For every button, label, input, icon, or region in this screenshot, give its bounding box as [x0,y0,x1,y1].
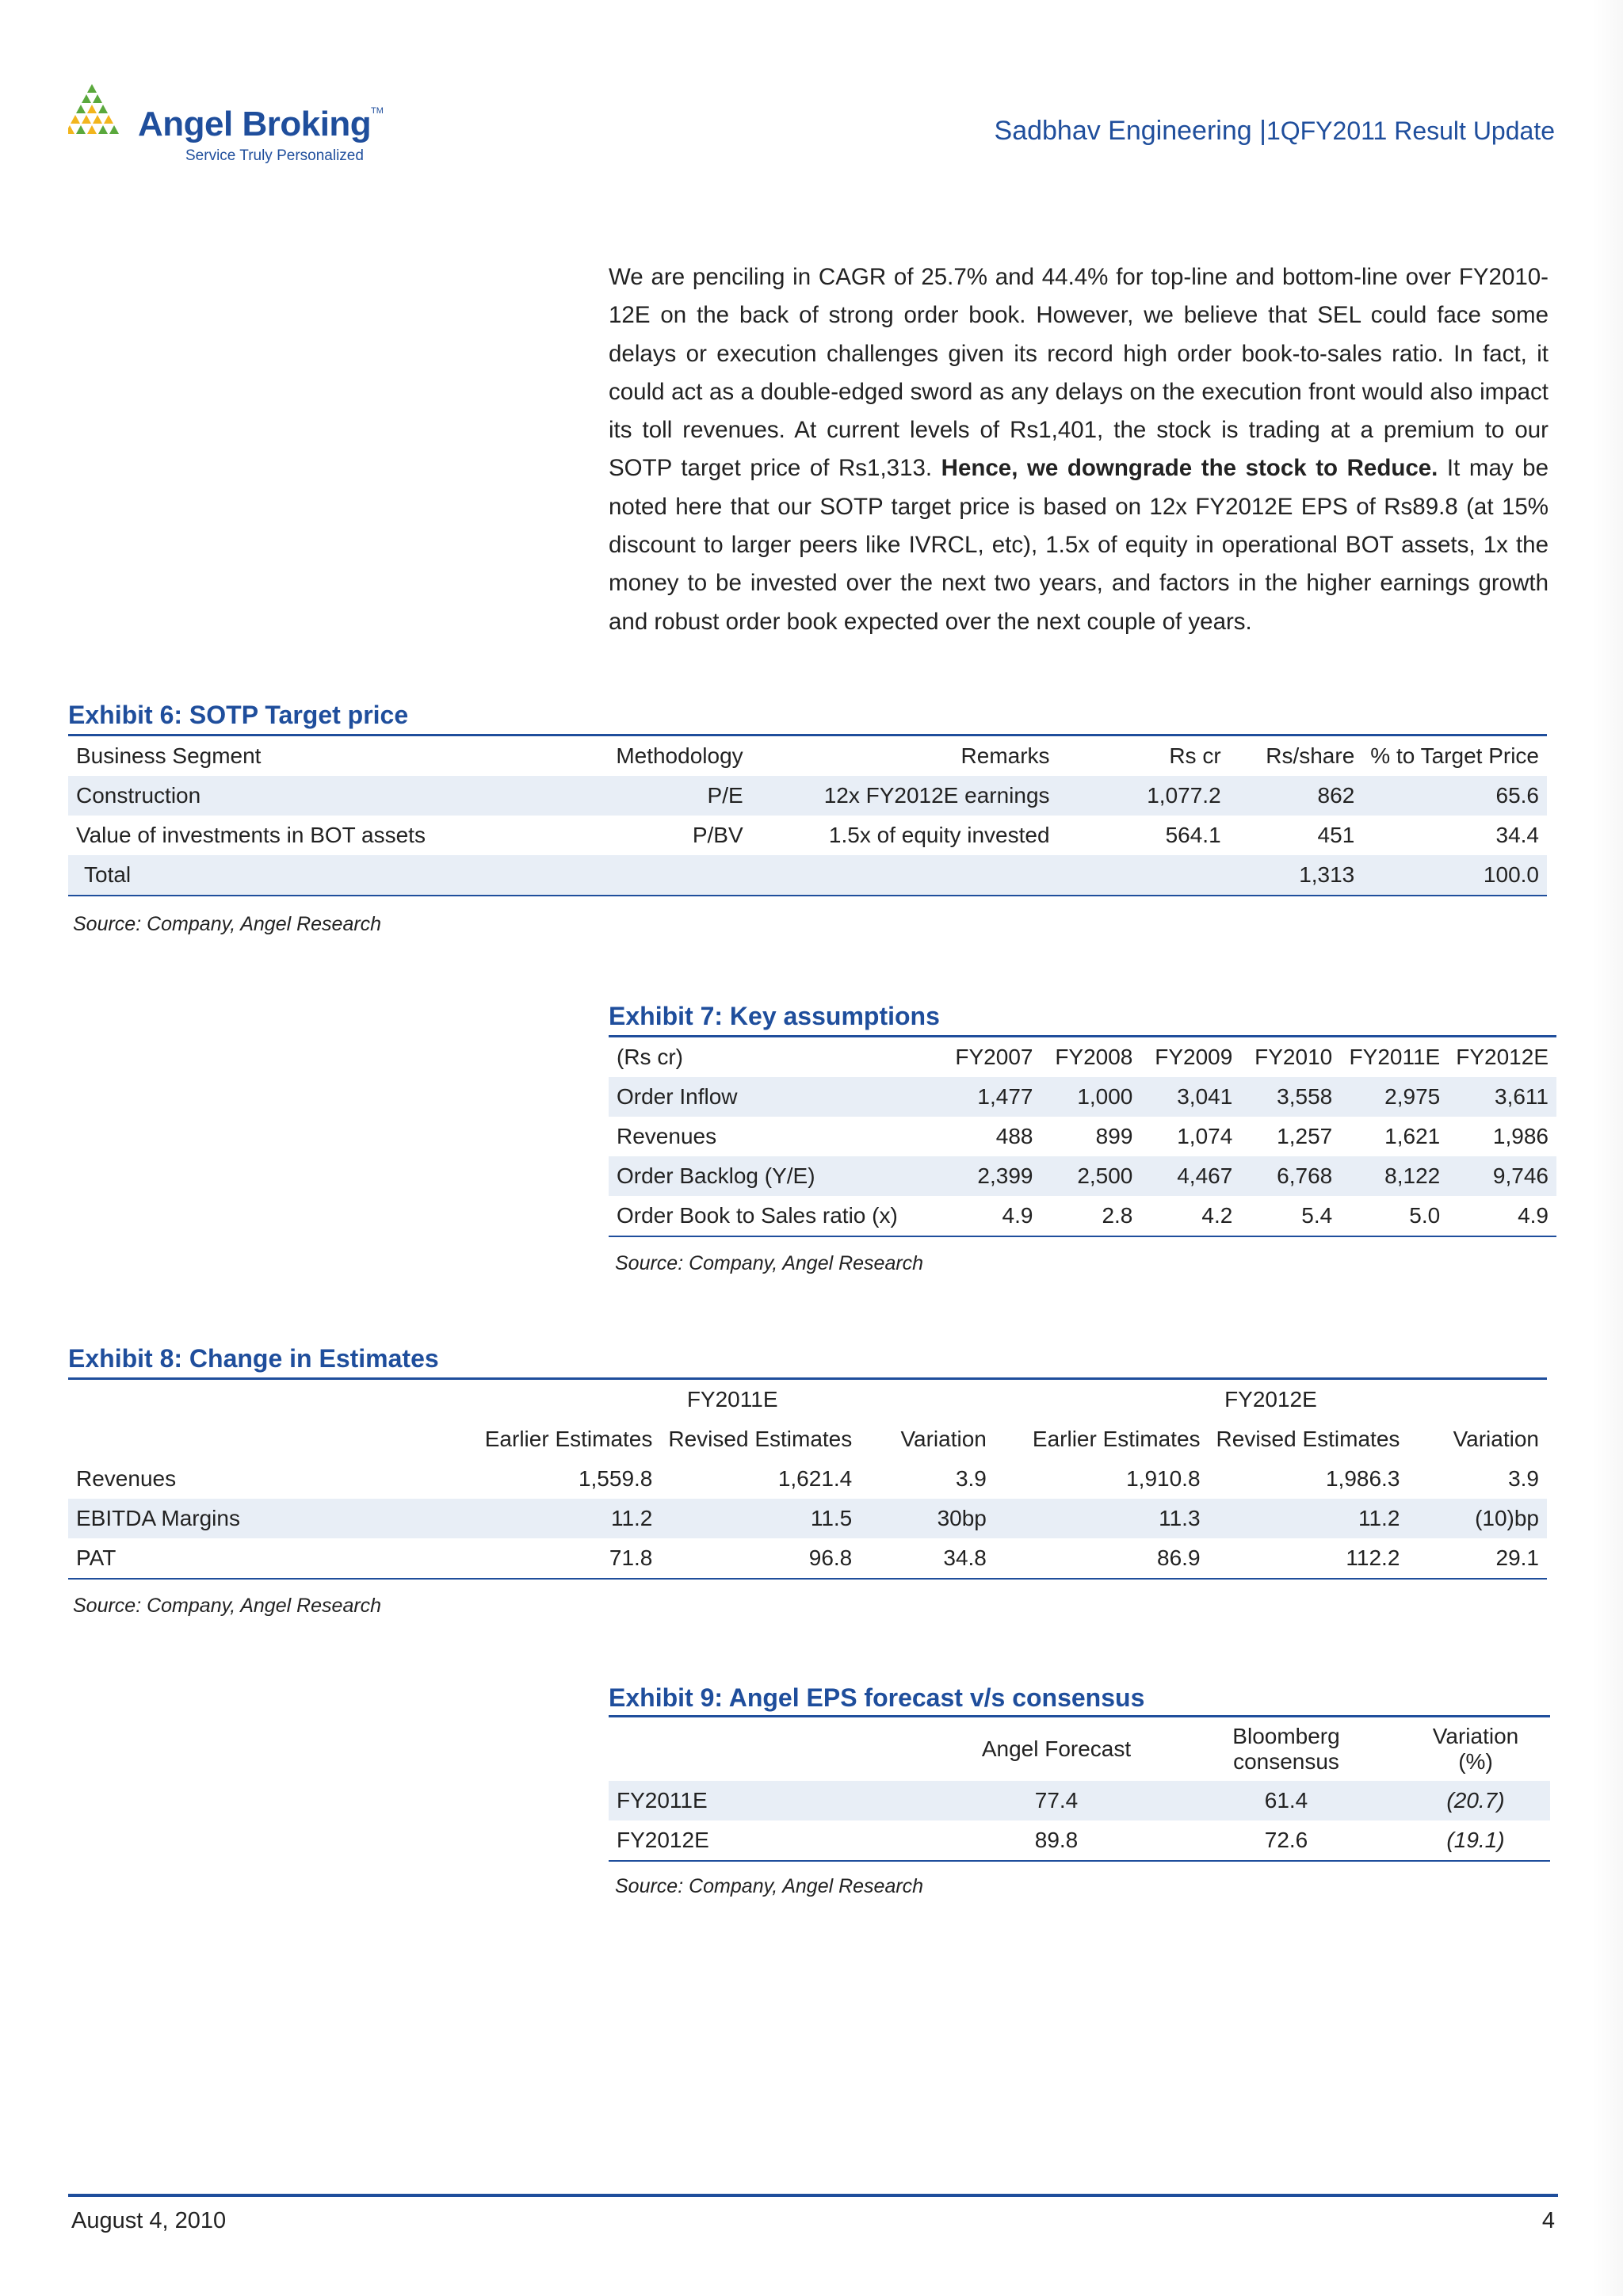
table-row [609,1781,1550,1820]
header-cell: Rs/share [1229,735,1363,777]
table-cell [751,855,1058,896]
table-cell: Revenues [76,1466,177,1491]
header-cell: Bloomberg consensus [1171,1717,1401,1782]
table-cell: 899 [1095,1124,1133,1148]
para-part-1: We are penciling in CAGR of 25.7% and 44.4% for top-line and bottom-line over FY2010-12E on the back of strong order book. However, we believe that SEL could face some delays or execution challenges given its record high order book-to-sales ratio. In fact, it could act as a double-edged sword as any delays on the execution front would also impact its toll revenues. At current levels of Rs1,401, the stock is trading at a premium to our SOTP target price of Rs1,313. [609,264,1549,482]
table-cell: 4.2 [1140,1196,1240,1236]
table-cell: 1,621.4 [777,1466,853,1491]
table-cell: Value of investments in BOT assets [76,823,426,847]
exhibit6-source: Source: Company, Angel Research [73,913,382,935]
table-cell: 4,467 [1140,1156,1240,1196]
table-row [609,1156,1556,1196]
group-header-fy2012e: FY2012E [995,1379,1547,1420]
table-row [68,776,1547,816]
header-cell: Methodology [509,735,750,777]
table-cell: 9,746 [1448,1156,1556,1196]
table-cell: 34.4 [1495,823,1539,847]
header-cell: Variation [1453,1427,1539,1451]
table-cell: 30bp [860,1499,995,1538]
header-cell: FY2012E [1448,1037,1556,1078]
table-cell: (20.7) [1401,1781,1550,1820]
table-cell: EBITDA Margins [68,1499,470,1538]
table-cell: 488 [995,1124,1033,1148]
table-cell: 1,477 [938,1077,1041,1117]
table-cell: 451 [1317,823,1355,847]
header-cell-empty [68,1379,470,1420]
table-cell: (19.1) [1401,1820,1550,1861]
table-cell: 86.9 [995,1538,1209,1579]
table-cell: 3.9 [955,1466,987,1491]
table-cell: 1,986 [1492,1124,1549,1148]
table-cell: 2.8 [1041,1196,1140,1236]
table-header-row [68,735,1547,777]
table-cell: 6,768 [1240,1156,1340,1196]
table-cell: 1,986.3 [1325,1466,1400,1491]
table-cell: 1,313 [1229,855,1363,896]
table-cell: 5.0 [1340,1196,1448,1236]
table-cell: 3,611 [1448,1077,1556,1117]
table-cell: 89.8 [941,1820,1171,1861]
header-cell-empty [68,1419,470,1459]
report-title [995,116,1555,147]
para-part-2: It may be noted here that our SOTP target price is based on 12x FY2012E EPS of Rs89.8 (at 15% discount to larger peers like IVRCL, etc), 1.5x of equity in operational BOT assets, 1x the money to be invested over the next two years, and factors in the higher earnings growth and robust order book expected over the next couple of years. [609,455,1549,635]
table-cell: 112.2 [1209,1538,1408,1579]
table-row [609,1117,1556,1156]
table-cell: 3.9 [1508,1466,1539,1491]
exhibit6-table [68,734,1547,896]
exhibit7-source: Source: Company, Angel Research [615,1252,924,1274]
table-row [609,1077,1556,1117]
header-cell: % to Target Price [1362,735,1547,777]
table-row [68,1499,1547,1538]
exhibit6-title: Exhibit 6: SOTP Target price [68,701,409,729]
table-cell: 1,257 [1277,1124,1333,1148]
table-cell: 4.9 [1448,1196,1556,1236]
table-cell: 1,910.8 [1126,1466,1201,1491]
header-cell: FY2010 [1240,1037,1340,1078]
table-cell: 71.8 [470,1538,660,1579]
exhibit9-source: Source: Company, Angel Research [615,1875,924,1897]
table-row-total [68,855,1547,896]
header-cell: FY2008 [1041,1037,1140,1078]
brand-logo [68,82,401,178]
table-cell: 1,074 [1177,1124,1233,1148]
table-cell: 34.8 [860,1538,995,1579]
commentary-paragraph [609,258,1549,641]
brand-tagline: Service Truly Personalized [185,147,364,164]
exhibit8-source: Source: Company, Angel Research [73,1595,382,1617]
header-cell: Variation (%) [1401,1717,1550,1782]
header-cell: Variation [900,1427,987,1451]
table-cell: 11.5 [660,1499,860,1538]
table-cell: 11.2 [1209,1499,1408,1538]
table-row [68,816,1547,855]
table-cell: 8,122 [1340,1156,1448,1196]
header-cell: FY2011E [1340,1037,1448,1078]
table-cell: 1.5x of equity invested [828,823,1050,847]
table-cell: (10)bp [1407,1499,1547,1538]
table-cell: 1,621 [1384,1124,1441,1148]
exhibit8-title: Exhibit 8: Change in Estimates [68,1344,439,1373]
table-cell: 564.1 [1165,823,1221,847]
table-cell: 96.8 [660,1538,860,1579]
header-cell: Angel Forecast [941,1717,1171,1782]
table-cell: 1,000 [1041,1077,1140,1117]
para-bold-recommendation: Hence, we downgrade the stock to Reduce. [941,455,1438,482]
footer-divider [68,2194,1558,2197]
table-header-row [609,1717,1550,1782]
table-cell: 3,041 [1140,1077,1240,1117]
table-cell: FY2011E [609,1781,941,1820]
table-cell: 1,077.2 [1058,776,1229,816]
exhibit7-title: Exhibit 7: Key assumptions [609,1002,940,1030]
table-cell: 2,500 [1041,1156,1140,1196]
table-cell: 862 [1229,776,1363,816]
table-cell: 11.3 [995,1499,1209,1538]
table-cell [509,855,750,896]
table-cell: 3,558 [1240,1077,1340,1117]
table-cell: 72.6 [1171,1820,1401,1861]
table-cell: 77.4 [941,1781,1171,1820]
header-cell: FY2007 [938,1037,1041,1078]
report-type: 1QFY2011 Result Update [1266,117,1555,145]
table-header-row [68,1419,1547,1459]
table-cell: 4.9 [938,1196,1041,1236]
header-cell-empty [609,1717,941,1782]
table-cell: 11.2 [470,1499,660,1538]
table-cell: FY2012E [609,1820,941,1861]
table-cell: Construction [68,776,509,816]
table-row [68,1538,1547,1579]
exhibit9-title: Exhibit 9: Angel EPS forecast v/s consensus [609,1683,1145,1712]
table-row [609,1196,1556,1236]
table-cell: 12x FY2012E earnings [751,776,1058,816]
table-cell: Order Inflow [609,1077,938,1117]
table-header-row [609,1037,1556,1078]
table-cell: 61.4 [1171,1781,1401,1820]
header-cell: Revised Estimates [668,1427,853,1451]
table-cell: Order Backlog (Y/E) [609,1156,938,1196]
table-cell: Revenues [617,1124,717,1148]
table-cell: 2,975 [1340,1077,1448,1117]
header-cell: Business Segment [68,735,509,777]
header-cell: Rs cr [1058,735,1229,777]
table-cell [1058,855,1229,896]
table-cell: 2,399 [938,1156,1041,1196]
table-cell: 1,559.8 [578,1466,653,1491]
table-group-header-row [68,1379,1547,1420]
exhibit7-table [609,1035,1556,1237]
table-cell: Total [68,855,509,896]
report-company: Sadbhav Engineering | [994,116,1266,146]
table-cell: 5.4 [1240,1196,1340,1236]
table-cell: P/E [509,776,750,816]
brand-name: Angel Broking [138,105,372,143]
brand-trademark: TM [371,106,384,116]
table-row [609,1820,1550,1861]
table-cell: 65.6 [1362,776,1547,816]
exhibit8-table [68,1377,1547,1580]
header-cell: Earlier Estimates [470,1419,660,1459]
exhibit9-table [609,1715,1550,1862]
header-cell: Earlier Estimates [1032,1427,1201,1451]
page-number: 4 [1541,2208,1555,2233]
table-cell: 29.1 [1407,1538,1547,1579]
group-header-fy2011e: FY2011E [470,1379,994,1420]
header-cell: FY2009 [1140,1037,1240,1078]
page-edge-shade [1591,0,1623,2296]
angel-broking-logo-icon [68,82,136,146]
table-cell: 100.0 [1362,855,1547,896]
header-cell: (Rs cr) [609,1037,938,1078]
table-cell: Order Book to Sales ratio (x) [609,1196,938,1236]
header-cell: Remarks [751,735,1058,777]
table-cell: P/BV [692,823,743,847]
table-cell: PAT [68,1538,470,1579]
table-row [68,1459,1547,1499]
header-cell: Revised Estimates [1216,1427,1400,1451]
footer-date: August 4, 2010 [71,2208,227,2233]
